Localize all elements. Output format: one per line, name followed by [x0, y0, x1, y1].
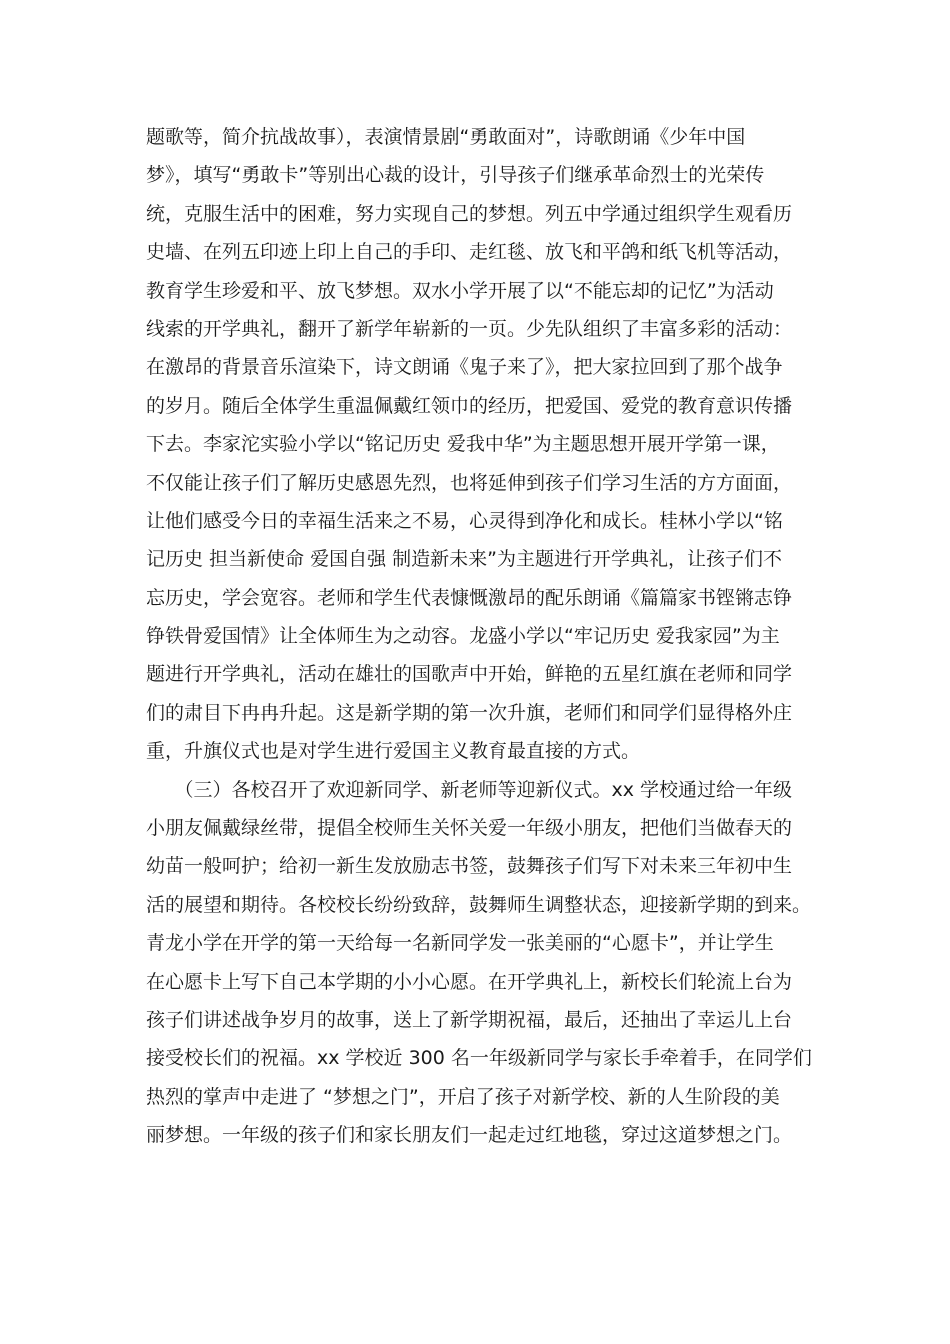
text-line: 接受校长们的祝福。xx 学校近 300 名一年级新同学与家长手牵着手，在同学们 [146, 1047, 812, 1070]
text-line: 重，升旗仪式也是对学生进行爱国主义教育最直接的方式。 [146, 740, 641, 763]
text-line: 题进行开学典礼，活动在雄壮的国歌声中开始，鲜艳的五星红旗在老师和同学 [146, 663, 793, 686]
text-line: 史墙、在列五印迹上印上自己的手印、走红毯、放飞和平鸽和纸飞机等活动， [146, 241, 793, 264]
text-line: 记历史 担当新使命 爱国自强 制造新未来”为主题进行开学典礼，让孩子们不 [146, 548, 782, 571]
text-line: 青龙小学在开学的第一天给每一名新同学发一张美丽的“心愿卡”，并让学生 [146, 932, 774, 955]
paragraph-start-line: （三）各校召开了欢迎新同学、新老师等迎新仪式。xx 学校通过给一年级 [146, 778, 793, 801]
text-line: 让他们感受今日的幸福生活来之不易，心灵得到净化和成长。桂林小学以“铭 [146, 509, 783, 532]
text-line: 下去。李家沱实验小学以“铭记历史 爱我中华”为主题思想开展开学第一课， [146, 433, 780, 456]
text-line: 在激昂的背景音乐渲染下，诗文朗诵《鬼子来了》，把大家拉回到了那个战争 [146, 356, 783, 379]
text-line: 孩子们讲述战争岁月的故事，送上了新学期祝福，最后，还抽出了幸运儿上台 [146, 1008, 793, 1031]
text-line: 幼苗一般呵护；给初一新生发放励志书签，鼓舞孩子们写下对未来三年初中生 [146, 855, 793, 878]
text-line: 们的肃目下冉冉升起。这是新学期的第一次升旗，老师们和同学们显得格外庄 [146, 701, 793, 724]
text-line: 线索的开学典礼，翻开了新学年崭新的一页。少先队组织了丰富多彩的活动： [146, 317, 793, 340]
text-line: 铮铁骨爱国情》让全体师生为之动容。龙盛小学以“牢记历史 爱我家园”为主 [146, 625, 780, 648]
text-line: 梦》，填写“勇敢卡”等别出心裁的设计，引导孩子们继承革命烈士的光荣传 [146, 164, 765, 187]
text-line: 的岁月。随后全体学生重温佩戴红领巾的经历，把爱国、爱党的教育意识传播 [146, 394, 793, 417]
text-line: 教育学生珍爱和平、放飞梦想。双水小学开展了以“不能忘却的记忆”为活动 [146, 279, 774, 302]
text-line: 题歌等，简介抗战故事），表演情景剧“勇敢面对”，诗歌朗诵《少年中国 [146, 126, 746, 148]
body-text [146, 118, 811, 1155]
text-line: 小朋友佩戴绿丝带，提倡全校师生关怀关爱一年级小朋友，把他们当做春天的 [146, 817, 793, 840]
text-line: 在心愿卡上写下自己本学期的小小心愿。在开学典礼上，新校长们轮流上台为 [146, 970, 793, 993]
text-line: 活的展望和期待。各校校长纷纷致辞，鼓舞师生调整状态，迎接新学期的到来。 [146, 893, 812, 916]
text-line: 热烈的掌声中走进了 “梦想之门”，开启了孩子对新学校、新的人生阶段的美 [146, 1085, 780, 1108]
text-line: 不仅能让孩子们了解历史感恩先烈，也将延伸到孩子们学习生活的方方面面， [146, 471, 793, 494]
text-line: 忘历史，学会宽容。老师和学生代表慷慨激昂的配乐朗诵《篇篇家书铿锵志铮 [146, 586, 793, 609]
text-line: 统，克服生活中的困难，努力实现自己的梦想。列五中学通过组织学生观看历 [146, 202, 793, 225]
text-line: 丽梦想。一年级的孩子们和家长朋友们一起走过红地毯，穿过这道梦想之门。 [146, 1124, 793, 1147]
